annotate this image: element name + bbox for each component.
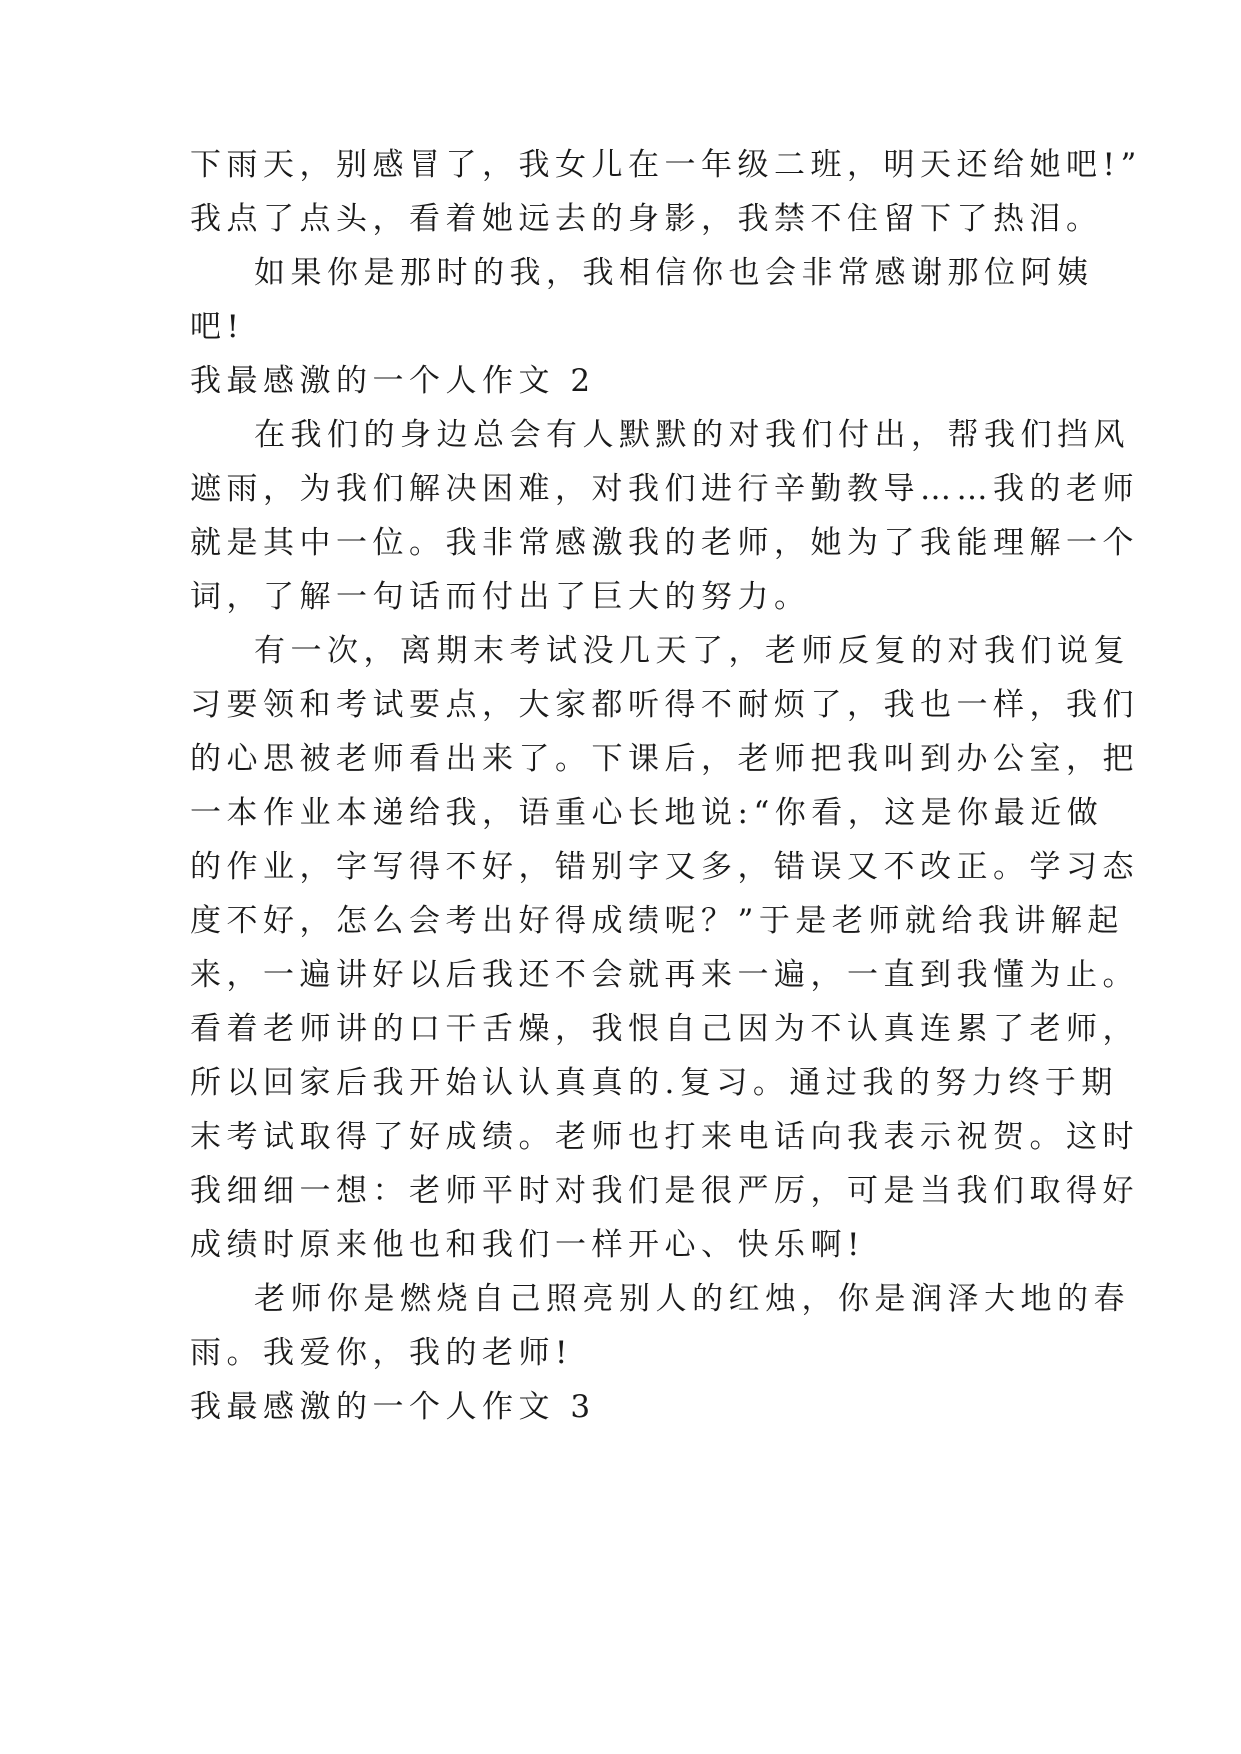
text-line: 我细细一想：老师平时对我们是很严厉，可是当我们取得好: [190, 1173, 1139, 1209]
text-line: 成绩时原来他也和我们一样开心、快乐啊!: [190, 1227, 865, 1263]
paragraph-start-line: 如果你是那时的我，我相信你也会非常感谢那位阿姨: [254, 255, 1094, 291]
text-line: 吧!: [190, 309, 245, 345]
text-line: 所以回家后我开始认认真真的.复习。通过我的努力终于期: [190, 1065, 1118, 1101]
text-line: 词，了解一句话而付出了巨大的努力。: [190, 579, 811, 615]
paragraph-start-line: 在我们的身边总会有人默默的对我们付出，帮我们挡风: [254, 417, 1130, 453]
text-line: 度不好，怎么会考出好得成绩呢？”于是老师就给我讲解起: [190, 903, 1124, 939]
text-line: 的心思被老师看出来了。下课后，老师把我叫到办公室，把: [190, 741, 1139, 777]
paragraph-start-line: 有一次，离期末考试没几天了，老师反复的对我们说复: [254, 633, 1130, 669]
text-line: 遮雨，为我们解决困难，对我们进行辛勤教导……我的老师: [190, 471, 1139, 507]
section-heading: 我最感激的一个人作文 3: [190, 1389, 596, 1425]
text-line: 我点了点头，看着她远去的身影，我禁不住留下了热泪。: [190, 201, 1103, 237]
text-line: 末考试取得了好成绩。老师也打来电话向我表示祝贺。这时: [190, 1119, 1139, 1155]
text-line: 下雨天，别感冒了，我女儿在一年级二班，明天还给她吧!”: [190, 147, 1142, 183]
text-line: 雨。我爱你，我的老师!: [190, 1335, 573, 1371]
text-line: 就是其中一位。我非常感激我的老师，她为了我能理解一个: [190, 525, 1139, 561]
paragraph-start-line: 老师你是燃烧自己照亮别人的红烛，你是润泽大地的春: [254, 1281, 1130, 1317]
section-heading: 我最感激的一个人作文 2: [190, 363, 596, 399]
text-line: 的作业，字写得不好，错别字又多，错误又不改正。学习态: [190, 849, 1139, 885]
text-line: 习要领和考试要点，大家都听得不耐烦了，我也一样，我们: [190, 687, 1139, 723]
text-line: 一本作业本递给我，语重心长地说:“你看，这是你最近做: [190, 795, 1104, 831]
text-line: 来，一遍讲好以后我还不会就再来一遍，一直到我懂为止。: [190, 957, 1139, 993]
text-line: 看着老师讲的口干舌燥，我恨自己因为不认真连累了老师，: [190, 1011, 1139, 1047]
